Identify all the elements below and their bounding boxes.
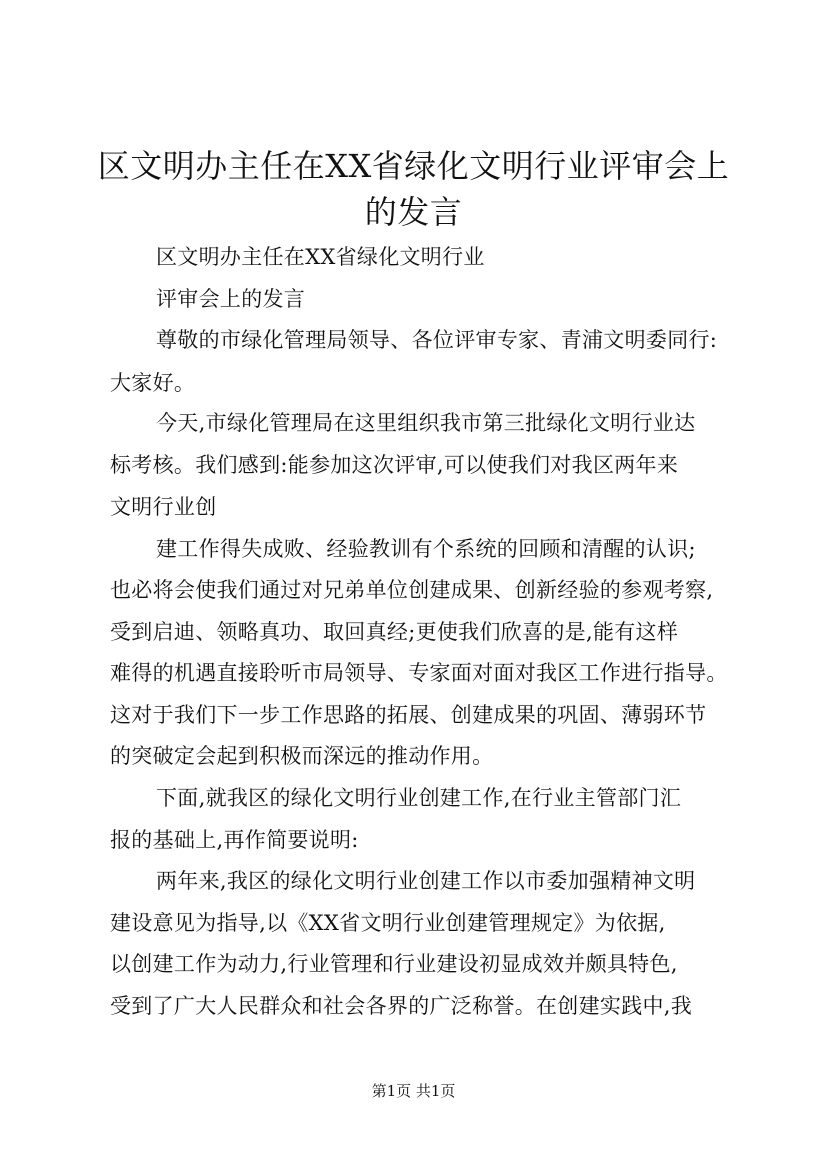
body-line-5: 今天,市绿化管理局在这里组织我市第三批绿化文明行业达 bbox=[156, 411, 696, 435]
body-line-14: 下面,就我区的绿化文明行业创建工作,在行业主管部门汇 bbox=[156, 786, 682, 810]
body-line-2: 评审会上的发言 bbox=[156, 287, 306, 311]
body-line-16: 两年来,我区的绿化文明行业创建工作以市委加强精神文明 bbox=[156, 869, 696, 893]
page-number-footer: 第1页 共1页 bbox=[371, 1082, 456, 1100]
body-line-19: 受到了广大人民群众和社会各界的广泛称誉。在创建实践中,我 bbox=[110, 994, 693, 1018]
body-line-3: 尊敬的市绿化管理局领导、各位评审专家、青浦文明委同行: bbox=[156, 328, 718, 352]
document-title-line-2: 的发言 bbox=[364, 193, 463, 231]
body-line-17: 建设意见为指导,以《XX省文明行业创建管理规定》为依据, bbox=[110, 911, 666, 935]
body-line-6: 标考核。我们感到:能参加这次评审,可以使我们对我区两年来 bbox=[110, 453, 679, 477]
body-line-18: 以创建工作为动力,行业管理和行业建设初显成效并颇具特色, bbox=[110, 952, 678, 976]
body-line-7: 文明行业创 bbox=[110, 495, 217, 519]
body-line-13: 的突破定会起到积极而深远的推动作用。 bbox=[110, 744, 494, 768]
body-line-15: 报的基础上,再作简要说明: bbox=[110, 828, 359, 852]
body-line-12: 这对于我们下一步工作思路的拓展、创建成果的巩固、薄弱环节 bbox=[110, 703, 707, 727]
body-line-9: 也必将会使我们通过对兄弟单位创建成果、创新经验的参观考察, bbox=[110, 578, 714, 602]
body-line-4: 大家好。 bbox=[110, 371, 196, 395]
body-line-8: 建工作得失成败、经验教训有个系统的回顾和清醒的认识; bbox=[156, 537, 696, 561]
body-line-1: 区文明办主任在XX省绿化文明行业 bbox=[156, 245, 485, 269]
document-title-line-1: 区文明办主任在XX省绿化文明行业评审会上 bbox=[97, 147, 730, 185]
body-line-11: 难得的机遇直接聆听市局领导、专家面对面对我区工作进行指导。 bbox=[110, 661, 728, 685]
body-line-10: 受到启迪、领略真功、取回真经;更使我们欣喜的是,能有这样 bbox=[110, 620, 679, 644]
